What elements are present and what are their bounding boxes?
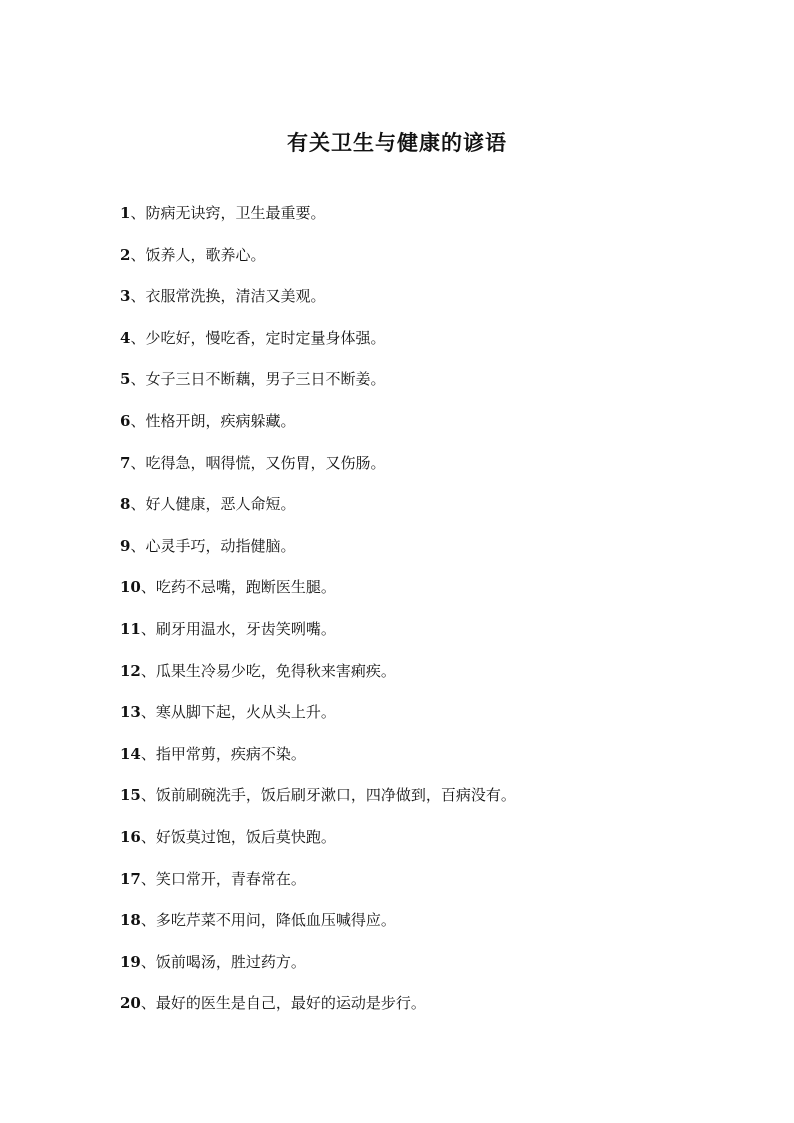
- item-text: 饭前刷碗洗手，饭后刷牙漱口，四净做到，百病没有。: [155, 786, 516, 805]
- item-separator: 、: [140, 703, 156, 722]
- item-text: 多吃芹菜不用问，降低血压喊得应。: [155, 911, 396, 930]
- item-separator: 、: [130, 536, 146, 555]
- item-text: 少吃好，慢吃香，定时定量身体强。: [145, 328, 386, 347]
- list-item: [120, 489, 760, 531]
- item-number: 16: [120, 827, 141, 846]
- item-separator: 、: [140, 619, 156, 638]
- item-text: 饭前喝汤，胜过药方。: [155, 952, 306, 971]
- list-item: [120, 448, 760, 490]
- item-separator: 、: [140, 952, 156, 971]
- item-separator: 、: [140, 869, 156, 888]
- item-number: 8: [120, 495, 131, 514]
- item-separator: 、: [140, 994, 156, 1013]
- item-number: 9: [120, 536, 131, 555]
- item-separator: 、: [130, 287, 146, 306]
- page-title: 有关卫生与健康的谚语: [287, 130, 507, 155]
- item-text: 寒从脚下起，火从头上升。: [155, 703, 336, 722]
- item-text: 性格开朗，疾病躲藏。: [145, 411, 296, 430]
- item-number: 13: [120, 703, 141, 722]
- list-item: [120, 947, 760, 989]
- list-item: [120, 905, 760, 947]
- item-separator: 、: [130, 453, 146, 472]
- item-separator: 、: [130, 328, 146, 347]
- list-item: [120, 988, 760, 1030]
- item-number: 17: [120, 869, 141, 888]
- item-number: 1: [120, 204, 131, 222]
- proverb-list: [120, 198, 760, 1030]
- item-separator: 、: [140, 744, 156, 763]
- item-text: 吃得急，咽得慌，又伤胃，又伤肠。: [145, 453, 386, 472]
- item-text: 衣服常洗换，清洁又美观。: [145, 287, 326, 306]
- list-item: [120, 864, 760, 906]
- item-separator: 、: [140, 578, 156, 597]
- list-item: [120, 281, 760, 323]
- item-number: 19: [120, 952, 141, 971]
- item-text: 瓜果生冷易少吃，免得秋来害痢疾。: [155, 661, 396, 680]
- list-item: [120, 614, 760, 656]
- item-number: 4: [120, 328, 131, 347]
- item-text: 指甲常剪，疾病不染。: [155, 744, 306, 763]
- item-number: 12: [120, 661, 141, 680]
- list-item: [120, 697, 760, 739]
- list-item: [120, 822, 760, 864]
- list-item: [120, 739, 760, 781]
- item-number: 20: [120, 994, 141, 1013]
- item-text: 笑口常开，青春常在。: [155, 869, 306, 888]
- item-separator: 、: [130, 245, 146, 264]
- list-item: [120, 531, 760, 573]
- list-item: [120, 780, 760, 822]
- list-item: [120, 198, 760, 240]
- item-separator: 、: [130, 370, 146, 389]
- item-number: 14: [120, 744, 141, 763]
- item-text: 好饭莫过饱，饭后莫快跑。: [155, 827, 336, 846]
- item-number: 11: [120, 619, 141, 638]
- item-separator: 、: [130, 495, 146, 514]
- list-item: [120, 364, 760, 406]
- item-text: 女子三日不断藕，男子三日不断姜。: [145, 370, 386, 389]
- item-number: 2: [120, 245, 131, 264]
- item-text: 吃药不忌嘴，跑断医生腿。: [155, 578, 336, 597]
- item-separator: 、: [140, 911, 156, 930]
- item-number: 18: [120, 911, 141, 930]
- item-text: 最好的医生是自己，最好的运动是步行。: [155, 994, 426, 1013]
- item-number: 5: [120, 370, 131, 389]
- item-text: 饭养人，歌养心。: [145, 245, 266, 264]
- item-text: 防病无诀窍，卫生最重要。: [145, 204, 326, 222]
- item-text: 心灵手巧，动指健脑。: [145, 536, 296, 555]
- item-separator: 、: [140, 786, 156, 805]
- item-separator: 、: [140, 827, 156, 846]
- list-item: [120, 240, 760, 282]
- item-text: 刷牙用温水，牙齿笑咧嘴。: [155, 619, 336, 638]
- list-item: [120, 323, 760, 365]
- item-separator: 、: [130, 204, 146, 222]
- item-number: 10: [120, 578, 141, 597]
- item-number: 3: [120, 287, 131, 306]
- item-separator: 、: [130, 411, 146, 430]
- item-separator: 、: [140, 661, 156, 680]
- item-number: 6: [120, 411, 131, 430]
- item-number: 7: [120, 453, 131, 472]
- item-text: 好人健康，恶人命短。: [145, 495, 296, 514]
- item-number: 15: [120, 786, 141, 805]
- list-item: [120, 656, 760, 698]
- list-item: [120, 406, 760, 448]
- list-item: [120, 572, 760, 614]
